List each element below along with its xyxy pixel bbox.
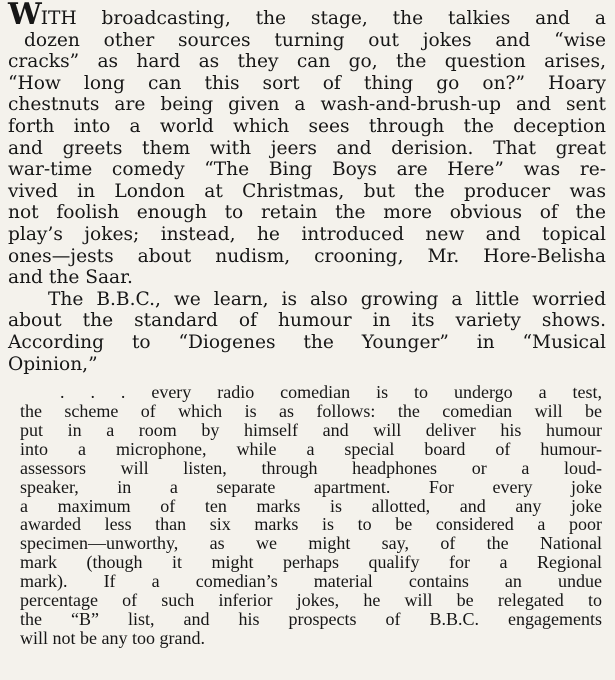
- quote-line: a maximum of ten marks is allotted, and any joke: [20, 495, 602, 516]
- text-line: “How long can this sort of thing go on?” Hoary: [8, 72, 606, 94]
- text-line: vived in London at Christmas, but the producer was: [8, 180, 606, 202]
- paragraph-1: [8, 0, 608, 289]
- text-line: Opinion,”: [8, 353, 98, 375]
- text-line: [8, 0, 606, 32]
- paragraph-2: [8, 289, 608, 375]
- text-line: and greets them with jeers and derision. That great: [8, 137, 606, 159]
- quote-line: . . . every radio comedian is to undergo a test,: [60, 382, 602, 403]
- text-line: about the standard of humour in its variety shows.: [8, 310, 606, 332]
- quote-line: mark (though it might perhaps qualify for a Regional: [20, 552, 602, 573]
- text-line: chestnuts are being given a wash-and-brush-up and sent: [8, 94, 606, 116]
- quote-line: put in a room by himself and will deliver his humour: [20, 419, 602, 440]
- text-line: and the Saar.: [8, 267, 133, 289]
- drop-cap: W: [8, 0, 41, 32]
- line-text: ITH broadcasting, the stage, the talkies and a: [40, 8, 606, 29]
- quote-line: the “B” list, and his prospects of B.B.C. engagements: [20, 608, 602, 629]
- quote-line: percentage of such inferior jokes, he will be relegated to: [20, 590, 602, 611]
- quote-line: awarded less than six marks is to be considered a poor: [20, 514, 602, 535]
- quote-line: the scheme of which is as follows: the comedian will be: [20, 401, 602, 421]
- text-line: ones—jests about nudism, crooning, Mr. Hore-Belisha: [8, 245, 606, 267]
- text-line: not foolish enough to retain the more obvious of the: [8, 202, 606, 224]
- quote-line: mark). If a comedian’s material contains an undue: [20, 571, 602, 592]
- text-line: The B.B.C., we learn, is also growing a little worried: [48, 288, 606, 310]
- text-line: play’s jokes; instead, he introduced new and topical: [8, 223, 606, 245]
- text-line: war-time comedy “The Bing Boys are Here” was re-: [8, 159, 606, 181]
- quote-line: into a microphone, while a special board of humour-: [20, 438, 602, 459]
- text-line: cracks” as hard as they can go, the question arises,: [8, 51, 606, 73]
- quote-line: speaker, in a separate apartment. For every joke: [20, 476, 602, 497]
- text-line: dozen other sources turning out jokes and “wise: [24, 29, 606, 51]
- quote-line: specimen—unworthy, as we might say, of the National: [20, 533, 602, 554]
- article: [8, 0, 608, 648]
- block-quote: [8, 383, 608, 648]
- text-line: According to “Diogenes the Younger” in “Musical: [8, 331, 606, 353]
- quote-line: assessors will listen, through headphones or a loud-: [20, 457, 602, 478]
- quote-line: will not be any too grand.: [20, 627, 205, 648]
- text-line: forth into a world which sees through the deception: [8, 115, 606, 137]
